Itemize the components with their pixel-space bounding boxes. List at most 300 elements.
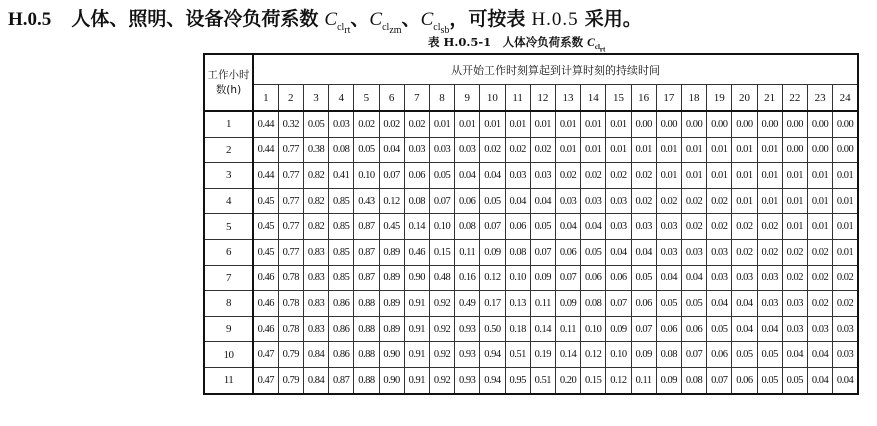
coefficient-cell: 0.02	[757, 239, 782, 265]
coefficient-cell: 0.77	[278, 163, 303, 189]
coefficient-cell: 0.79	[278, 342, 303, 368]
table-row	[204, 316, 858, 342]
coefficient-cell: 0.01	[606, 137, 631, 163]
hour-header: 8	[429, 85, 454, 112]
hour-header: 9	[455, 85, 480, 112]
coefficient-cell: 0.06	[606, 265, 631, 291]
coefficient-cell: 0.01	[530, 111, 555, 137]
coefficient-cell: 0.06	[505, 214, 530, 240]
row-hours-label: 9	[204, 316, 253, 342]
coefficient-cell: 0.03	[404, 137, 429, 163]
coefficient-cell: 0.04	[782, 342, 807, 368]
coefficient-cell: 0.88	[354, 367, 379, 393]
coefficient-cell: 0.45	[379, 214, 404, 240]
coefficient-cell: 0.02	[807, 291, 832, 317]
hour-header: 24	[833, 85, 858, 112]
coefficient-cell: 0.02	[782, 239, 807, 265]
coefficient-cell: 0.01	[606, 111, 631, 137]
coefficient-cell: 0.08	[505, 239, 530, 265]
coefficient-cell: 0.44	[253, 137, 278, 163]
hour-header: 6	[379, 85, 404, 112]
coefficient-cell: 0.07	[631, 316, 656, 342]
coefficient-cell: 0.77	[278, 137, 303, 163]
coefficient-cell: 0.46	[253, 265, 278, 291]
hour-header: 7	[404, 85, 429, 112]
coefficient-cell: 0.04	[505, 188, 530, 214]
hour-header: 23	[807, 85, 832, 112]
coefficient-cell: 0.05	[631, 265, 656, 291]
coefficient-cell: 0.07	[530, 239, 555, 265]
coefficient-cell: 0.88	[354, 316, 379, 342]
coefficient-cell: 0.01	[707, 163, 732, 189]
hour-header: 5	[354, 85, 379, 112]
coefficient-cell: 0.02	[379, 111, 404, 137]
coefficient-cell: 0.10	[429, 214, 454, 240]
coefficient-cell: 0.04	[732, 316, 757, 342]
coefficient-cell: 0.85	[329, 265, 354, 291]
coefficient-cell: 0.03	[782, 316, 807, 342]
table-caption	[428, 33, 606, 54]
coefficient-cell: 0.86	[329, 316, 354, 342]
coefficient-cell: 0.02	[707, 188, 732, 214]
coefficient-cell: 0.05	[480, 188, 505, 214]
coefficient-cell: 0.90	[379, 367, 404, 393]
coefficient-cell: 0.45	[253, 239, 278, 265]
coefficient-cell: 0.06	[581, 265, 606, 291]
coefficient-cell: 0.00	[782, 111, 807, 137]
coefficient-cell: 0.02	[732, 214, 757, 240]
coefficient-cell: 0.01	[505, 111, 530, 137]
coefficient-cell: 0.12	[606, 367, 631, 393]
coefficient-cell: 0.04	[480, 163, 505, 189]
coefficient-cell: 0.05	[732, 342, 757, 368]
table-row	[204, 239, 858, 265]
coefficient-cell: 0.03	[707, 239, 732, 265]
hour-header: 10	[480, 85, 505, 112]
coefficient-cell: 0.05	[707, 316, 732, 342]
hour-header: 14	[581, 85, 606, 112]
coefficient-cell: 0.06	[555, 239, 580, 265]
coefficient-cell: 0.09	[631, 342, 656, 368]
coefficient-cell: 0.92	[429, 342, 454, 368]
coefficient-cell: 0.82	[303, 163, 328, 189]
coefficient-cell: 0.01	[833, 214, 858, 240]
coefficient-cell: 0.02	[530, 137, 555, 163]
coefficient-cell: 0.01	[732, 188, 757, 214]
coefficient-cell: 0.16	[455, 265, 480, 291]
coefficient-cell: 0.02	[681, 188, 706, 214]
coefficient-cell: 0.03	[656, 214, 681, 240]
coefficient-cell: 0.89	[379, 239, 404, 265]
coefficient-cell: 0.01	[555, 137, 580, 163]
section-number: H.0.5	[8, 9, 52, 30]
coefficient-cell: 0.04	[555, 214, 580, 240]
coefficient-cell: 0.08	[656, 342, 681, 368]
coefficient-cell: 0.38	[303, 137, 328, 163]
coefficient-cell: 0.14	[530, 316, 555, 342]
coefficient-cell: 0.02	[606, 163, 631, 189]
coefficient-cell: 0.02	[833, 265, 858, 291]
coefficient-cell: 0.03	[656, 239, 681, 265]
row-hours-label: 4	[204, 188, 253, 214]
caption-text: 表 H.0.5-1 人体冷负荷系数	[428, 35, 584, 49]
hours-header-row	[204, 85, 858, 112]
coefficient-cell: 0.49	[455, 291, 480, 317]
coefficient-cell: 0.10	[581, 316, 606, 342]
hour-header: 13	[555, 85, 580, 112]
coefficient-cell: 0.04	[656, 265, 681, 291]
coefficient-cell: 0.93	[455, 367, 480, 393]
table-row	[204, 163, 858, 189]
coefficient-cell: 0.03	[631, 214, 656, 240]
coefficient-cell: 0.00	[757, 111, 782, 137]
coefficient-cell: 0.01	[782, 163, 807, 189]
hour-header: 3	[303, 85, 328, 112]
coefficient-cell: 0.90	[404, 265, 429, 291]
coefficient-cell: 0.85	[329, 214, 354, 240]
coefficient-cell: 0.00	[631, 111, 656, 137]
coefficient-cell: 0.83	[303, 316, 328, 342]
coefficient-cell: 0.89	[379, 265, 404, 291]
coefficient-cell: 0.46	[253, 291, 278, 317]
coefficient-cell: 0.07	[429, 188, 454, 214]
row-hours-label: 6	[204, 239, 253, 265]
heading-text-end: 采用。	[584, 8, 642, 30]
coefficient-cell: 0.77	[278, 239, 303, 265]
heading-text-after: ，可按表	[449, 8, 526, 30]
coefficient-cell: 0.77	[278, 188, 303, 214]
coefficient-cell: 0.84	[303, 342, 328, 368]
coefficient-cell: 0.05	[656, 291, 681, 317]
row-hours-label: 10	[204, 342, 253, 368]
coefficient-cell: 0.50	[480, 316, 505, 342]
coefficient-cell: 0.04	[681, 265, 706, 291]
coefficient-cell: 0.47	[253, 367, 278, 393]
coefficient-cell: 0.51	[505, 342, 530, 368]
coefficient-cell: 0.01	[757, 163, 782, 189]
table-row	[204, 342, 858, 368]
coefficient-cell: 0.07	[379, 163, 404, 189]
coefficient-cell: 0.88	[354, 291, 379, 317]
coefficient-cell: 0.04	[530, 188, 555, 214]
table-row	[204, 367, 858, 393]
coefficient-cell: 0.79	[278, 367, 303, 393]
coefficient-cell: 0.94	[480, 342, 505, 368]
coefficient-cell: 0.01	[656, 163, 681, 189]
coefficient-cell: 0.09	[530, 265, 555, 291]
hour-header: 21	[757, 85, 782, 112]
coefficient-cell: 0.01	[833, 188, 858, 214]
coefficient-cell: 0.00	[656, 111, 681, 137]
symbol-c-cl-sb: $C_{cl_{sb}}$	[420, 9, 450, 36]
coefficient-cell: 0.13	[505, 291, 530, 317]
coefficient-cell: 0.02	[833, 291, 858, 317]
coefficient-cell: 0.01	[833, 163, 858, 189]
coefficient-cell: 0.01	[656, 137, 681, 163]
symbol-c-cl-zm: $C_{cl_{zm}}$	[369, 9, 402, 36]
coefficient-cell: 0.44	[253, 163, 278, 189]
coefficient-cell: 0.78	[278, 291, 303, 317]
coefficient-cell: 0.86	[329, 342, 354, 368]
coefficient-cell: 0.19	[530, 342, 555, 368]
coefficient-cell: 0.09	[555, 291, 580, 317]
coefficient-cell: 0.01	[757, 188, 782, 214]
row-hours-label: 2	[204, 137, 253, 163]
coefficient-cell: 0.02	[681, 214, 706, 240]
hour-header: 19	[707, 85, 732, 112]
coefficient-cell: 0.09	[480, 239, 505, 265]
coefficient-cell: 0.04	[757, 316, 782, 342]
coefficient-cell: 0.02	[807, 265, 832, 291]
coefficient-cell: 0.02	[757, 214, 782, 240]
coefficient-cell: 0.03	[429, 137, 454, 163]
coefficient-cell: 0.07	[707, 367, 732, 393]
coefficient-cell: 0.01	[681, 137, 706, 163]
coefficient-cell: 0.86	[329, 291, 354, 317]
coefficient-cell: 0.06	[631, 291, 656, 317]
coefficient-cell: 0.47	[253, 342, 278, 368]
coefficient-cell: 0.95	[505, 367, 530, 393]
coefficient-cell: 0.89	[379, 316, 404, 342]
coefficient-cell: 0.02	[354, 111, 379, 137]
coefficient-cell: 0.94	[480, 367, 505, 393]
coefficient-cell: 0.82	[303, 188, 328, 214]
coefficient-cell: 0.83	[303, 265, 328, 291]
row-hours-label: 5	[204, 214, 253, 240]
coefficient-cell: 0.03	[782, 291, 807, 317]
coefficient-cell: 0.01	[807, 214, 832, 240]
coefficient-cell: 0.02	[480, 137, 505, 163]
hour-header: 16	[631, 85, 656, 112]
coefficient-cell: 0.06	[404, 163, 429, 189]
row-hours-label: 1	[204, 111, 253, 137]
coefficient-cell: 0.15	[581, 367, 606, 393]
coefficient-cell: 0.18	[505, 316, 530, 342]
coefficient-cell: 0.41	[329, 163, 354, 189]
coefficient-cell: 0.20	[555, 367, 580, 393]
coefficient-cell: 0.04	[807, 367, 832, 393]
coefficient-cell: 0.03	[833, 342, 858, 368]
coefficient-cell: 0.83	[303, 291, 328, 317]
coefficient-cell: 0.87	[354, 214, 379, 240]
coefficient-cell: 0.04	[807, 342, 832, 368]
coefficient-cell: 0.93	[455, 316, 480, 342]
coefficient-cell: 0.12	[480, 265, 505, 291]
coefficient-cell: 0.14	[404, 214, 429, 240]
coefficient-cell: 0.02	[631, 188, 656, 214]
coefficient-cell: 0.91	[404, 342, 429, 368]
hour-header: 11	[505, 85, 530, 112]
coefficient-cell: 0.09	[656, 367, 681, 393]
coefficient-cell: 0.01	[782, 188, 807, 214]
coefficient-cell: 0.87	[354, 265, 379, 291]
coefficient-cell: 0.01	[555, 111, 580, 137]
coefficient-cell: 0.83	[303, 239, 328, 265]
coefficient-cell: 0.01	[429, 111, 454, 137]
coefficient-cell: 0.05	[429, 163, 454, 189]
coefficient-cell: 0.85	[329, 239, 354, 265]
coefficient-cell: 0.01	[732, 137, 757, 163]
symbol-c-cl-rt: $C_{cl_{rt}}$	[324, 9, 351, 36]
coefficient-cell: 0.14	[555, 342, 580, 368]
coefficient-cell: 0.01	[480, 111, 505, 137]
coefficient-cell: 0.03	[581, 188, 606, 214]
coefficient-cell: 0.04	[581, 214, 606, 240]
coefficient-cell: 0.02	[656, 188, 681, 214]
coefficient-cell: 0.05	[782, 367, 807, 393]
coefficient-cell: 0.01	[581, 137, 606, 163]
coefficient-cell: 0.03	[681, 239, 706, 265]
coefficient-cell: 0.03	[807, 316, 832, 342]
coefficient-cell: 0.01	[707, 137, 732, 163]
coefficient-cell: 0.01	[782, 214, 807, 240]
coefficient-cell: 0.02	[707, 214, 732, 240]
coefficient-cell: 0.03	[329, 111, 354, 137]
coefficient-cell: 0.84	[303, 367, 328, 393]
coefficient-cell: 0.06	[681, 316, 706, 342]
coefficient-cell: 0.77	[278, 214, 303, 240]
coefficient-cell: 0.11	[555, 316, 580, 342]
coefficient-cell: 0.06	[732, 367, 757, 393]
coefficient-cell: 0.03	[707, 265, 732, 291]
row-hours-label: 3	[204, 163, 253, 189]
coefficient-cell: 0.05	[581, 239, 606, 265]
coefficient-cell: 0.93	[455, 342, 480, 368]
coefficient-cell: 0.03	[757, 291, 782, 317]
coefficient-cell: 0.10	[354, 163, 379, 189]
hour-header: 4	[329, 85, 354, 112]
coefficient-cell: 0.08	[404, 188, 429, 214]
coefficient-cell: 0.04	[631, 239, 656, 265]
coefficient-cell: 0.12	[581, 342, 606, 368]
coefficient-cell: 0.00	[782, 137, 807, 163]
table-row	[204, 291, 858, 317]
heading-separator: 、	[350, 8, 370, 30]
coefficient-cell: 0.08	[329, 137, 354, 163]
table-row	[204, 137, 858, 163]
table-body	[204, 111, 858, 394]
coefficient-cell: 0.03	[530, 163, 555, 189]
coefficient-cell: 0.91	[404, 367, 429, 393]
coefficient-cell: 0.04	[379, 137, 404, 163]
coefficient-cell: 0.02	[404, 111, 429, 137]
coefficient-cell: 0.02	[732, 239, 757, 265]
coefficient-cell: 0.10	[606, 342, 631, 368]
table-header-row	[204, 54, 858, 85]
coefficient-cell: 0.51	[530, 367, 555, 393]
coefficient-cell: 0.03	[732, 265, 757, 291]
coefficient-cell: 0.90	[379, 342, 404, 368]
coefficient-cell: 0.00	[681, 111, 706, 137]
coefficient-cell: 0.01	[807, 188, 832, 214]
coefficient-cell: 0.01	[455, 111, 480, 137]
hour-header: 18	[681, 85, 706, 112]
coefficient-cell: 0.92	[429, 291, 454, 317]
coefficient-cell: 0.00	[732, 111, 757, 137]
coefficient-cell: 0.06	[455, 188, 480, 214]
coefficient-cell: 0.04	[732, 291, 757, 317]
coefficient-cell: 0.05	[303, 111, 328, 137]
coefficient-cell: 0.08	[455, 214, 480, 240]
coefficient-cell: 0.02	[782, 265, 807, 291]
coefficient-cell: 0.91	[404, 316, 429, 342]
heading-text-before: 人体、照明、设备冷负荷系数	[71, 8, 319, 30]
coefficient-cell: 0.44	[253, 111, 278, 137]
coefficient-cell: 0.17	[480, 291, 505, 317]
row-hours-label: 8	[204, 291, 253, 317]
coefficient-cell: 0.07	[480, 214, 505, 240]
coefficient-cell: 0.03	[757, 265, 782, 291]
coefficient-cell: 0.04	[833, 367, 858, 393]
coefficient-cell: 0.08	[681, 367, 706, 393]
coefficient-cell: 0.08	[581, 291, 606, 317]
coefficient-cell: 0.03	[606, 214, 631, 240]
coefficient-cell: 0.05	[757, 367, 782, 393]
coefficient-cell: 0.87	[354, 239, 379, 265]
coefficient-cell: 0.05	[681, 291, 706, 317]
coefficient-cell: 0.01	[833, 239, 858, 265]
table-row	[204, 188, 858, 214]
hour-header: 17	[656, 85, 681, 112]
coefficient-cell: 0.02	[581, 163, 606, 189]
heading-separator: 、	[401, 8, 421, 30]
coefficient-cell: 0.00	[833, 137, 858, 163]
cooling-load-coefficient-table	[203, 53, 859, 395]
coefficient-cell: 0.85	[329, 188, 354, 214]
coefficient-cell: 0.46	[404, 239, 429, 265]
coefficient-cell: 0.05	[354, 137, 379, 163]
table-row	[204, 214, 858, 240]
hour-header: 2	[278, 85, 303, 112]
coefficient-cell: 0.89	[379, 291, 404, 317]
coefficient-cell: 0.12	[379, 188, 404, 214]
coefficient-cell: 0.07	[606, 291, 631, 317]
coefficient-cell: 0.91	[404, 291, 429, 317]
coefficient-cell: 0.32	[278, 111, 303, 137]
coefficient-cell: 0.02	[807, 239, 832, 265]
coefficient-cell: 0.06	[656, 316, 681, 342]
coefficient-cell: 0.04	[707, 291, 732, 317]
coefficient-cell: 0.00	[807, 137, 832, 163]
coefficient-cell: 0.48	[429, 265, 454, 291]
coefficient-cell: 0.46	[253, 316, 278, 342]
coefficient-cell: 0.00	[707, 111, 732, 137]
coefficient-cell: 0.10	[505, 265, 530, 291]
coefficient-cell: 0.03	[455, 137, 480, 163]
coefficient-cell: 0.92	[429, 367, 454, 393]
row-hours-label: 7	[204, 265, 253, 291]
hour-header: 1	[253, 85, 278, 112]
coefficient-cell: 0.01	[581, 111, 606, 137]
hour-header: 15	[606, 85, 631, 112]
coefficient-cell: 0.04	[455, 163, 480, 189]
coefficient-cell: 0.88	[354, 342, 379, 368]
coefficient-cell: 0.82	[303, 214, 328, 240]
table-row	[204, 111, 858, 137]
coefficient-cell: 0.01	[631, 137, 656, 163]
row-hours-label: 11	[204, 367, 253, 393]
coefficient-cell: 0.05	[757, 342, 782, 368]
table-row	[204, 265, 858, 291]
coefficient-cell: 0.00	[807, 111, 832, 137]
coefficient-cell: 0.78	[278, 265, 303, 291]
section-heading	[8, 4, 642, 34]
coefficient-cell: 0.03	[555, 188, 580, 214]
table-reference: H.0.5	[531, 9, 579, 30]
coefficient-cell: 0.07	[681, 342, 706, 368]
coefficient-cell: 0.92	[429, 316, 454, 342]
corner-header: 工作小时数(h)	[204, 54, 253, 111]
